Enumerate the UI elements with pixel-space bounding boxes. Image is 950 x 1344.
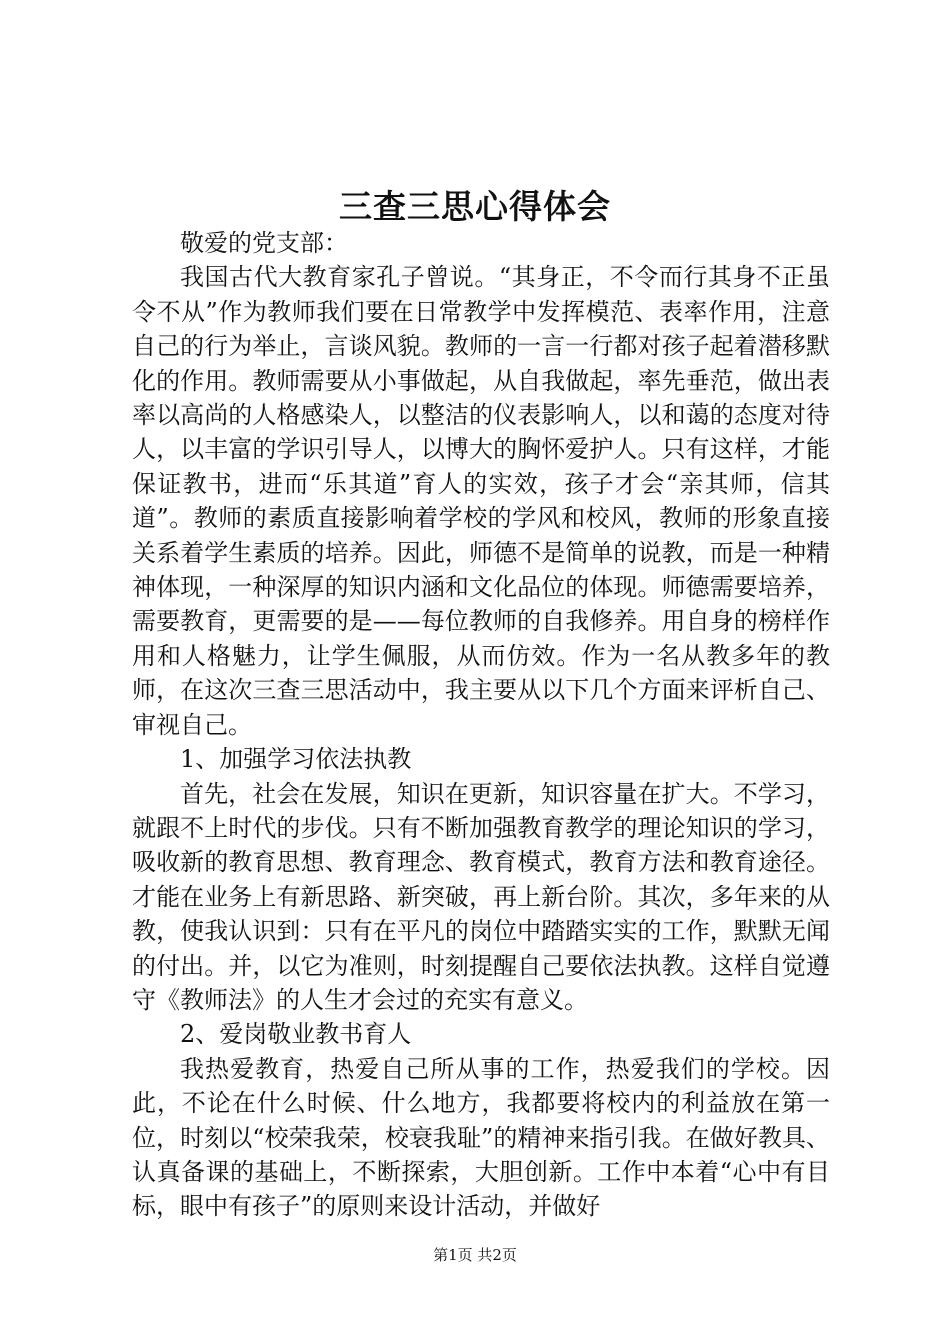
document-title: 三查三思心得体会 <box>339 187 611 226</box>
document-body <box>132 226 830 1224</box>
paragraph-section-2: 我热爱教育，热爱自己所从事的工作，热爱我们的学校。因此，不论在什么时候、什么地方，我都要将校内的利益放在第一位，时刻以“校荣我荣，校衰我耻”的精神来指引我。在做好教具、认真备课的基础上，不断探索，大胆创新。工作中本着“心中有目标，眼中有孩子”的原则来设计活动，并做好 <box>132 1054 830 1221</box>
page-number: 第1页 共2页 <box>433 1246 517 1264</box>
section-heading-1: 1、加强学习依法执教 <box>180 745 412 774</box>
paragraph-section-1: 首先，社会在发展，知识在更新，知识容量在扩大。不学习，就跟不上时代的步伐。只有不断加强教育教学的理论知识的学习，吸收新的教育思想、教育理念、教育模式，教育方法和教育途径。才能在业务上有新思路、新突破，再上新台阶。其次，多年来的从教，使我认识到：只有在平凡的岗位中踏踏实实的工作，默默无闻的付出。并，以它为准则，时刻提醒自己要依法执教。这样自觉遵守《教师法》的人生才会过的充实有意义。 <box>132 779 830 1014</box>
paragraph-intro: 我国古代大教育家孔子曾说。“其身正，不令而行其身不正虽令不从”作为教师我们要在日常教学中发挥模范、表率作用，注意自己的行为举止，言谈风貌。教师的一言一行都对孩子起着潜移默化的作用。教师需要从小事做起，从自我做起，率先垂范，做出表率以高尚的人格感染人，以整洁的仪表影响人，以和蔼的态度对待人，以丰富的学识引导人，以博大的胸怀爱护人。只有这样，才能保证教书，进而“乐其道”育人的实效，孩子才会“亲其师，信其道”。教师的素质直接影响着学校的学风和校风，教师的形象直接关系着学生素质的培养。因此，师德不是简单的说教，而是一种精神体现，一种深厚的知识内涵和文化品位的体现。师德需要培养，需要教育，更需要的是——每位教师的自我修养。用自身的榜样作用和人格魅力，让学生佩服，从而仿效。作为一名从教多年的教师，在这次三查三思活动中，我主要从以下几个方面来评析自己、审视自己。 <box>132 263 830 739</box>
section-heading-2: 2、爱岗敬业教书育人 <box>180 1020 412 1049</box>
page-footer <box>0 1244 950 1266</box>
salutation: 敬爱的党支部： <box>180 229 348 257</box>
